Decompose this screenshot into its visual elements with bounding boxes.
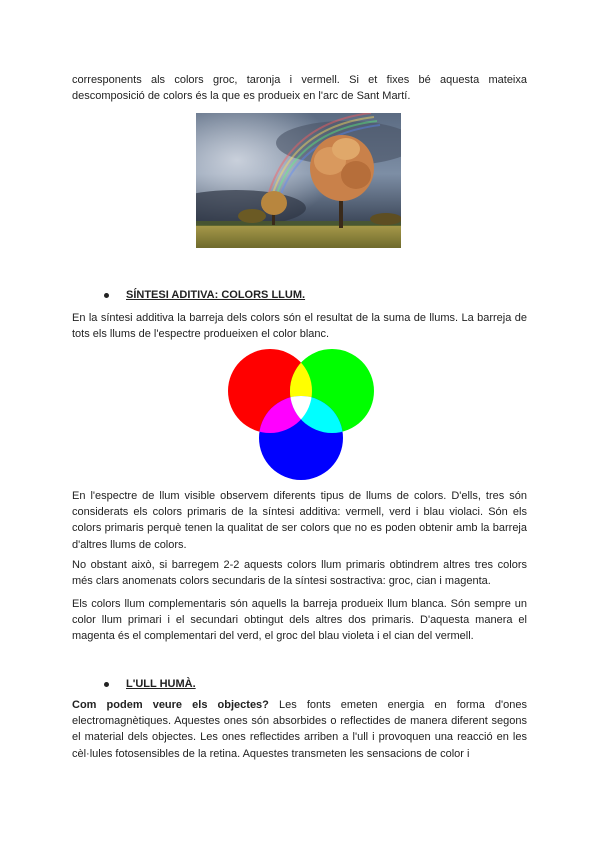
- heading-human-eye: [104, 678, 196, 690]
- eye-lead-question: Com podem veure els objectes?: [72, 699, 269, 711]
- bullet-icon: [104, 293, 109, 298]
- additive-paragraph-3: No obstant això, si barregem 2-2 aquests colors llum primaris obtindrem altres tres colors més clars anomenats colors secundaris de la síntesi sostractiva: groc, cian i magenta.: [72, 559, 527, 588]
- eye-paragraph-text: Les fonts emeten energia en forma d'ones electromagnètiques. Aquestes ones són absorbides o reflectides de manera diferent segons el material dels objectes. Les ones reflectides arriben a l'ull i provoquen una reacció en les cèl·lules fotosensibles de la retina. Aquestes transmeten les sensacions de color i: [72, 699, 527, 760]
- heading-eye-label: L'ULL HUMÀ.: [126, 678, 196, 690]
- intro-paragraph: corresponents als colors groc, taronja i vermell. Si et fixes bé aquesta mateixa descomposició de colors és la que es produeix en l'arc de Sant Martí.: [72, 74, 527, 103]
- heading-additive-synthesis: [104, 289, 305, 301]
- eye-paragraph-1: [72, 697, 527, 762]
- additive-paragraph-2: En l'espectre de llum visible observem diferents tipus de llums de colors. D'ells, tres són considerats els colors primaris de la síntesi additiva: vermell, verd i blau violaci. Són els colors primaris perquè tenen la qualitat de ser colors que no es poden obtenir amb la barreja d'altres llums de colors.: [72, 490, 527, 551]
- rainbow-tree-photo: [196, 113, 401, 248]
- additive-color-venn-diagram: [228, 349, 374, 480]
- heading-additive-label: SÍNTESI ADITIVA: COLORS LLUM.: [126, 289, 306, 301]
- additive-paragraph-4: Els colors llum complementaris són aquells la barreja produeix llum blanca. Són sempre un color llum primari i el secundari obtingut dels altres dos primaris. D'aquesta manera el magenta és el complementari del verd, el groc del blau violeta i el cian del vermell.: [72, 598, 527, 643]
- additive-paragraph-1: En la síntesi additiva la barreja dels colors són el resultat de la suma de llums. La barreja de tots els llums de l'espectre produeixen el color blanc.: [72, 312, 527, 341]
- bullet-icon: [104, 682, 109, 687]
